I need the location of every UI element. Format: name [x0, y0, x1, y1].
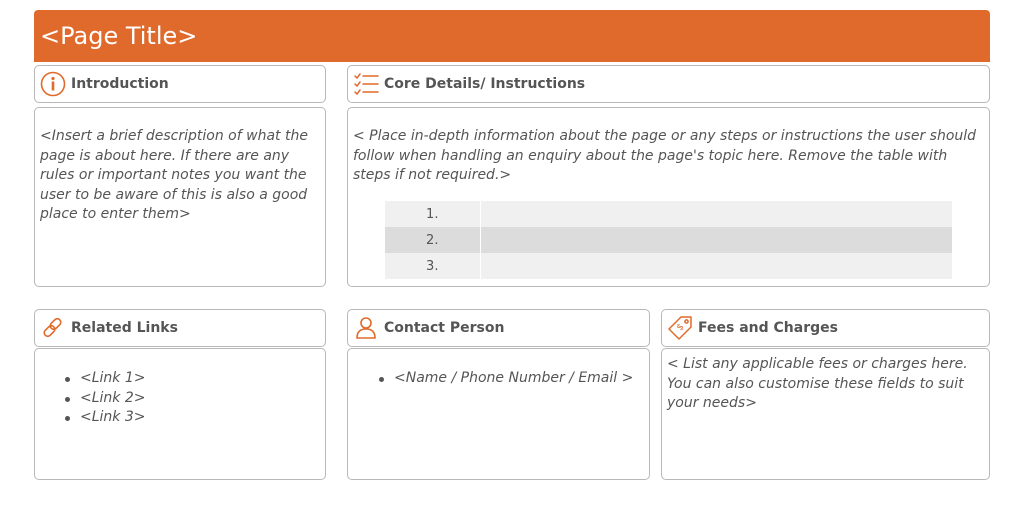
- intro-header: [34, 65, 326, 103]
- related-links-heading: Related Links: [71, 320, 178, 336]
- contact-list: [348, 369, 649, 389]
- fees-heading: Fees and Charges: [698, 320, 838, 336]
- fees-header: [661, 309, 990, 347]
- related-link[interactable]: <Link 1>: [63, 369, 325, 389]
- page-title: <Page Title>: [34, 10, 990, 62]
- related-links-list: [35, 369, 325, 428]
- step-number: 3.: [385, 253, 480, 279]
- table-row: [385, 201, 952, 227]
- contact-item: <Name / Phone Number / Email >: [377, 369, 649, 389]
- related-link[interactable]: <Link 2>: [63, 389, 325, 409]
- step-cell: [480, 201, 952, 227]
- step-number: 2.: [385, 227, 480, 253]
- checklist-icon: [352, 70, 380, 98]
- related-link[interactable]: <Link 3>: [63, 408, 325, 428]
- related-links-header: [34, 309, 326, 347]
- steps-table: [385, 201, 952, 279]
- contact-person-header: [347, 309, 650, 347]
- core-details-text: < Place in-depth information about the page or any steps or instructions the user should follow when handling an enquiry about the page's topic here. Remove the table with steps if not required.>: [353, 128, 977, 183]
- related-links-body: [34, 348, 326, 480]
- svg-text:$: $: [675, 322, 687, 334]
- contact-person-body: [347, 348, 650, 480]
- fees-body: < List any applicable fees or charges here. You can also customise these fields to suit your needs>: [661, 348, 990, 480]
- person-icon: [352, 314, 380, 342]
- table-row: [385, 227, 952, 253]
- table-row: [385, 253, 952, 279]
- step-number: 1.: [385, 201, 480, 227]
- intro-body: <Insert a brief description of what the page is about here. If there are any rules or important notes you want the user to be aware of this is also a good place to enter them>: [34, 107, 326, 287]
- core-details-header: [347, 65, 990, 103]
- link-icon: [39, 314, 67, 342]
- contact-person-heading: Contact Person: [384, 320, 505, 336]
- intro-heading: Introduction: [71, 76, 169, 92]
- core-details-heading: Core Details/ Instructions: [384, 76, 586, 92]
- step-cell: [480, 227, 952, 253]
- step-cell: [480, 253, 952, 279]
- price-tag-icon: [666, 314, 694, 342]
- info-icon: [39, 70, 67, 98]
